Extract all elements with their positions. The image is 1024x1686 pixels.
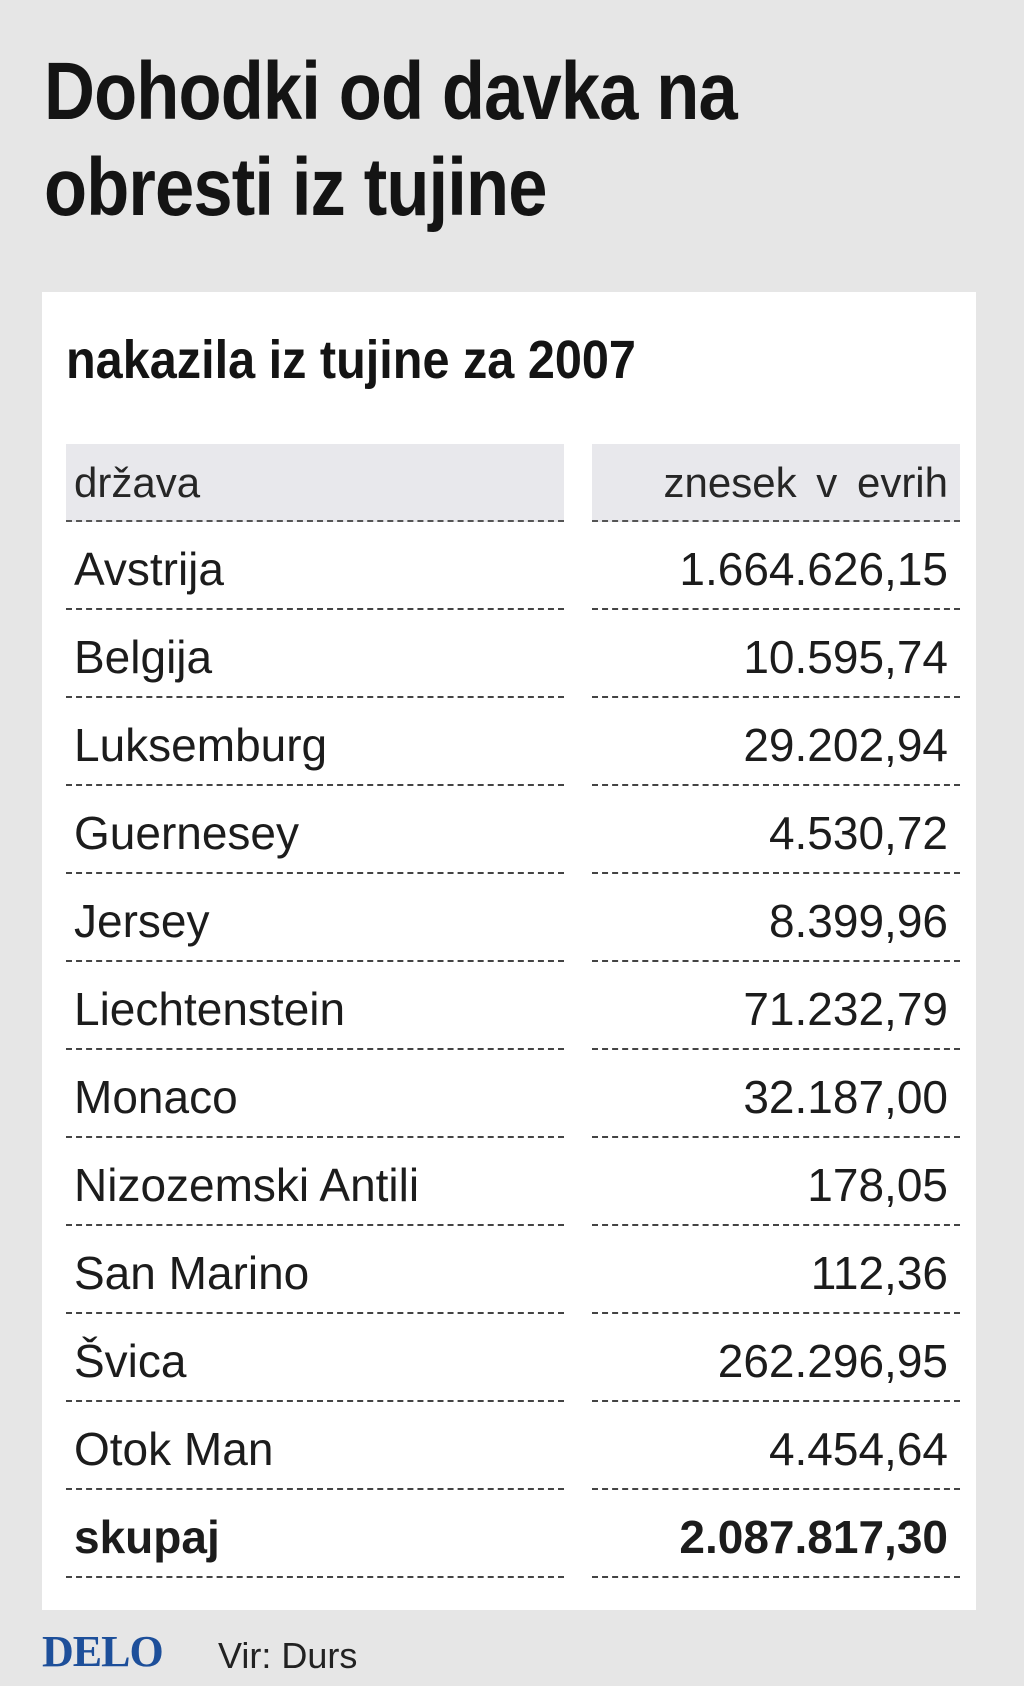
data-table [66,444,960,1578]
table-row [66,522,960,610]
table-row [66,1402,960,1490]
table-row [66,1138,960,1226]
country-cell: Belgija [66,610,564,698]
amount-cell: 10.595,74 [592,610,960,698]
amount-cell: 4.454,64 [592,1402,960,1490]
table-row [66,786,960,874]
amount-cell: 8.399,96 [592,874,960,962]
table-subtitle: nakazila iz tujine za 2007 [66,330,636,390]
country-cell: Monaco [66,1050,564,1138]
column-header-amount: znesek v evrih [592,444,960,522]
amount-cell: 178,05 [592,1138,960,1226]
delo-logo: DELO [42,1627,163,1676]
table-panel [42,292,976,1610]
country-cell: Otok Man [66,1402,564,1490]
total-label: skupaj [66,1490,564,1578]
column-header-country: država [66,444,564,522]
country-cell: Nizozemski Antili [66,1138,564,1226]
total-row [66,1490,960,1578]
country-cell: Luksemburg [66,698,564,786]
table-row [66,962,960,1050]
total-amount: 2.087.817,30 [592,1490,960,1578]
country-cell: Avstrija [66,522,564,610]
table-row [66,1226,960,1314]
table-header [66,444,960,522]
amount-cell: 1.664.626,15 [592,522,960,610]
country-cell: Jersey [66,874,564,962]
main-title: Dohodki od davka na obresti iz tujine [44,46,737,233]
country-cell: Guernesey [66,786,564,874]
table-row [66,698,960,786]
country-cell: Švica [66,1314,564,1402]
source-note: Vir: Durs [218,1635,358,1676]
table-row [66,874,960,962]
amount-cell: 71.232,79 [592,962,960,1050]
country-cell: San Marino [66,1226,564,1314]
amount-cell: 112,36 [592,1226,960,1314]
table-row [66,1050,960,1138]
amount-cell: 262.296,95 [592,1314,960,1402]
amount-cell: 32.187,00 [592,1050,960,1138]
amount-cell: 4.530,72 [592,786,960,874]
table-row [66,1314,960,1402]
table-row [66,610,960,698]
amount-cell: 29.202,94 [592,698,960,786]
country-cell: Liechtenstein [66,962,564,1050]
